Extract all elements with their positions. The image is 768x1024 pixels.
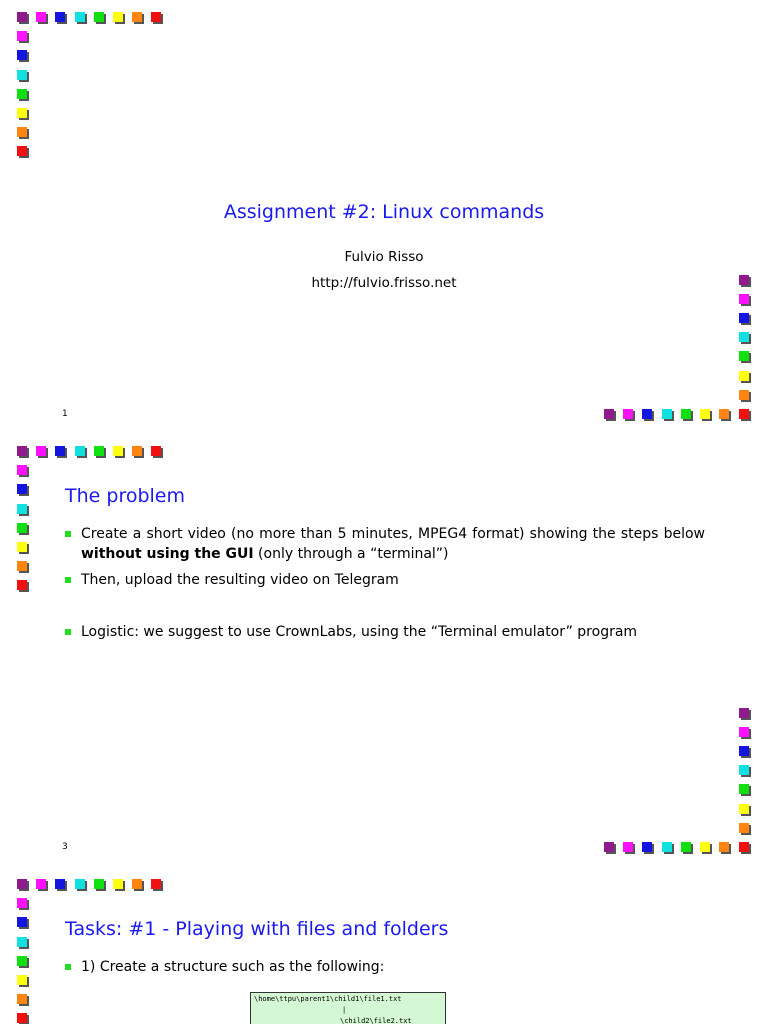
border-square (17, 917, 27, 927)
border-square (739, 842, 749, 852)
border-square (739, 390, 749, 400)
border-square (739, 804, 749, 814)
border-square (17, 484, 27, 494)
border-square (604, 842, 614, 852)
bullet-square-icon (65, 629, 71, 635)
border-square (17, 937, 27, 947)
border-square (17, 956, 27, 966)
border-square (151, 446, 161, 456)
border-square (17, 975, 27, 985)
border-square (17, 898, 27, 908)
border-square (36, 12, 46, 22)
border-square (113, 879, 123, 889)
border-square (75, 12, 85, 22)
border-square (739, 275, 749, 285)
border-square (17, 50, 27, 60)
code-line: | (342, 1006, 347, 1014)
border-square (681, 842, 691, 852)
code-line: \home\ttpu\parent1\child1\file1.txt (254, 995, 402, 1003)
border-square (604, 409, 614, 419)
bullet-square-icon (65, 964, 71, 970)
page-number: 1 (62, 409, 68, 419)
border-square (94, 446, 104, 456)
border-square (739, 332, 749, 342)
border-square (17, 127, 27, 137)
border-square (739, 765, 749, 775)
border-square (739, 746, 749, 756)
border-square (151, 879, 161, 889)
list-item (65, 524, 705, 564)
border-square (55, 12, 65, 22)
border-square (739, 727, 749, 737)
border-square (17, 542, 27, 552)
bullet-list (65, 524, 705, 642)
border-square (151, 12, 161, 22)
bullet-square-icon (65, 577, 71, 583)
border-square (623, 409, 633, 419)
heading: The problem (65, 485, 185, 507)
border-square (642, 409, 652, 419)
heading: Tasks: #1 - Playing with files and folders (65, 918, 449, 940)
border-square (94, 12, 104, 22)
border-square (739, 351, 749, 361)
border-square (132, 12, 142, 22)
border-square (739, 823, 749, 833)
bullet-text: (only through a “terminal”) (253, 546, 449, 562)
border-square (17, 108, 27, 118)
border-square (739, 784, 749, 794)
border-square (17, 12, 27, 22)
code-line: \child2\file2.txt (340, 1017, 412, 1024)
border-square (94, 879, 104, 889)
list-item (65, 957, 705, 977)
border-square (17, 89, 27, 99)
slide-title: Assignment #2: Linux commands (223, 201, 545, 223)
border-square (17, 879, 27, 889)
border-square (17, 523, 27, 533)
border-square (700, 842, 710, 852)
bullet-bold-text: without using the GUI (81, 546, 254, 562)
border-square (17, 994, 27, 1004)
border-square (36, 446, 46, 456)
author-url: http://fulvio.frisso.net (311, 275, 457, 291)
border-square (662, 842, 672, 852)
border-square (719, 842, 729, 852)
author-name: Fulvio Risso (344, 249, 424, 265)
bullet-text: Then, upload the resulting video on Telegram (81, 572, 399, 588)
border-square (739, 371, 749, 381)
page-number: 3 (62, 842, 68, 852)
border-square (55, 879, 65, 889)
bullet-text: 1) Create a structure such as the following: (81, 959, 385, 975)
border-square (17, 146, 27, 156)
border-square (642, 842, 652, 852)
border-square (662, 409, 672, 419)
border-square (17, 1013, 27, 1023)
border-square (75, 446, 85, 456)
border-square (739, 409, 749, 419)
directory-structure-box (250, 992, 446, 1024)
border-square (681, 409, 691, 419)
border-square (700, 409, 710, 419)
bullet-list (65, 957, 705, 977)
border-square (739, 313, 749, 323)
border-square (55, 446, 65, 456)
border-square (17, 446, 27, 456)
border-square (113, 12, 123, 22)
border-square (17, 504, 27, 514)
bullet-text: Create a short video (no more than 5 minutes, MPEG4 format) showing the steps below (81, 526, 705, 542)
border-square (17, 465, 27, 475)
border-square (739, 294, 749, 304)
border-square (132, 879, 142, 889)
border-square (17, 31, 27, 41)
border-square (17, 70, 27, 80)
bullet-text: Logistic: we suggest to use CrownLabs, using the “Terminal emulator” program (81, 624, 638, 640)
border-square (132, 446, 142, 456)
list-item (65, 570, 705, 590)
border-square (739, 708, 749, 718)
list-item (65, 622, 705, 642)
border-square (623, 842, 633, 852)
border-square (17, 561, 27, 571)
bullet-square-icon (65, 531, 71, 537)
border-square (719, 409, 729, 419)
slide-1 (0, 0, 768, 430)
border-square (36, 879, 46, 889)
border-square (113, 446, 123, 456)
border-square (75, 879, 85, 889)
border-square (17, 580, 27, 590)
